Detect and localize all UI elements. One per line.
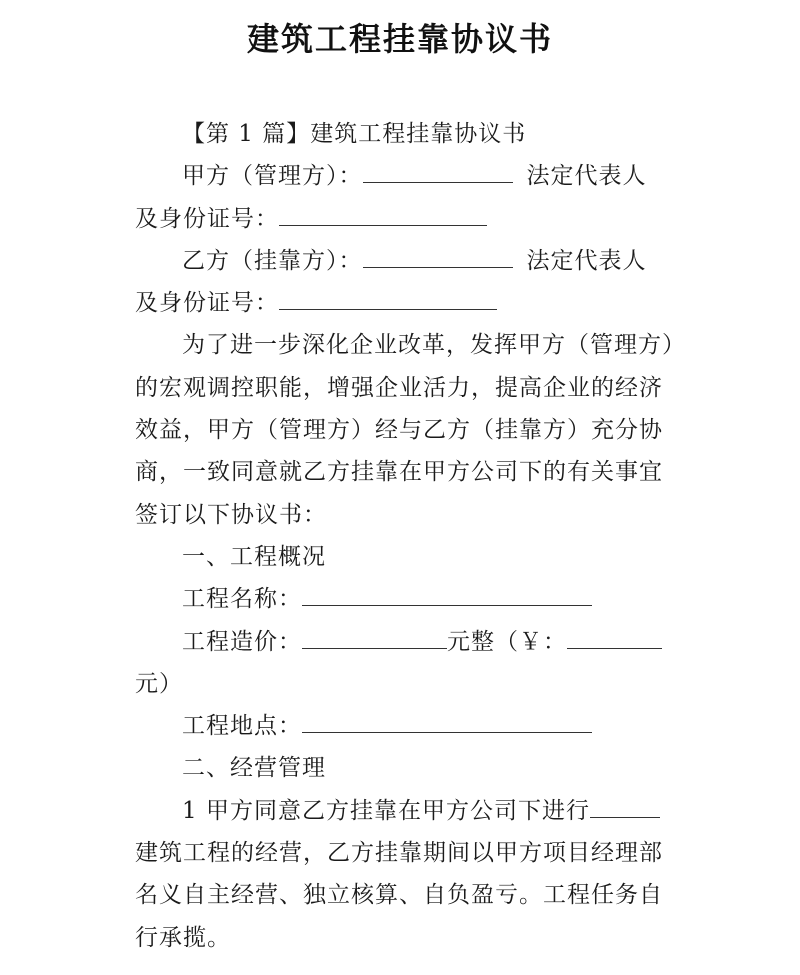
party-b-id-line [135, 282, 675, 324]
section2-heading: 二、经营管理 [182, 755, 326, 782]
project-location-label: 工程地点： [182, 713, 302, 740]
party-b-name-blank [363, 247, 513, 268]
intro-line-2: 的宏观调控职能，增强企业活力，提高企业的经济 [135, 374, 663, 401]
section-heading: 【第 1 篇】建筑工程挂靠协议书 [182, 121, 527, 147]
party-a-id-line [135, 198, 675, 240]
project-cost-close: 元） [135, 670, 183, 697]
party-b-id-label: 及身份证号： [135, 290, 279, 317]
clause1-line-2: 建筑工程的经营，乙方挂靠期间以甲方项目经理部 [135, 840, 663, 867]
project-name-label: 工程名称： [182, 586, 302, 613]
clause1-text-1: 1 甲方同意乙方挂靠在甲方公司下进行 [182, 797, 590, 824]
project-name-blank [302, 585, 592, 606]
intro-line-3: 效益，甲方（管理方）经与乙方（挂靠方）充分协 [135, 417, 663, 444]
clause1-blank [590, 797, 660, 818]
party-b-id-blank [279, 289, 497, 310]
clause1-line-3: 名义自主经营、独立核算、自负盈亏。工程任务自 [135, 882, 663, 909]
document-body [135, 113, 686, 959]
party-b-line [135, 240, 675, 282]
intro-line-5: 签订以下协议书： [135, 501, 327, 528]
project-cost-words-blank [302, 628, 447, 649]
party-a-id-label: 及身份证号： [135, 205, 279, 232]
project-cost-line [135, 621, 675, 663]
clause1-line-1 [135, 790, 675, 832]
project-name-line [135, 578, 675, 620]
party-b-rep-label: 法定代表人 [526, 247, 647, 274]
project-location-line [135, 705, 675, 747]
party-b-label: 乙方（挂靠方）： [182, 247, 363, 274]
party-a-name-blank [363, 162, 513, 183]
party-a-rep-label: 法定代表人 [526, 163, 647, 190]
party-a-line [135, 155, 675, 197]
intro-line-1: 为了进一步深化企业改革，发挥甲方（管理方） [182, 332, 686, 359]
document-title: 建筑工程挂靠协议书 [246, 20, 553, 58]
project-location-blank [302, 712, 592, 733]
party-a-id-blank [279, 205, 487, 226]
intro-line-4: 商，一致同意就乙方挂靠在甲方公司下的有关事宜 [135, 459, 663, 486]
clause1-line-4: 行承揽。 [135, 924, 231, 951]
section1-heading: 一、工程概况 [182, 543, 326, 570]
party-a-label: 甲方（管理方）： [182, 163, 363, 190]
project-cost-unit: 元整（￥： [447, 628, 567, 655]
project-cost-label: 工程造价： [182, 628, 302, 655]
project-cost-number-blank [567, 628, 662, 649]
